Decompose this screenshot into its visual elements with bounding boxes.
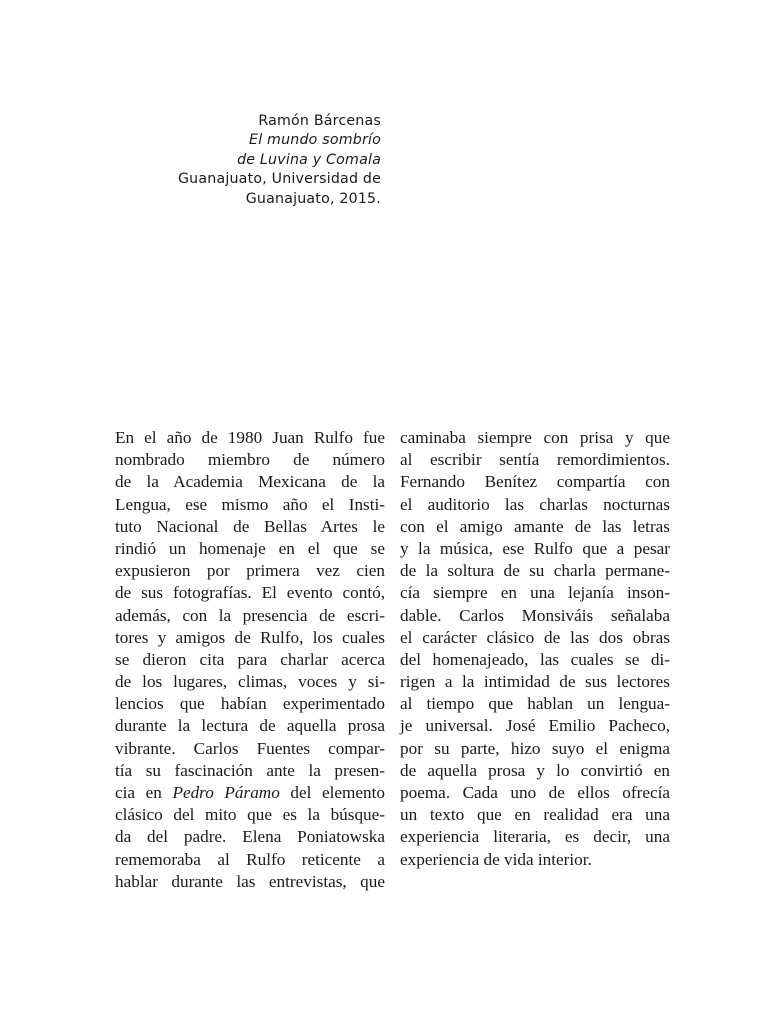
text-line: caminaba siempre con prisa y que [400, 428, 670, 447]
text-line: Lengua, ese mismo año el Insti- [115, 494, 385, 514]
text-line: je universal. José Emilio Pacheco, [400, 716, 670, 736]
text-segment: cia en [115, 783, 173, 802]
text-line: se dieron cita para charlar acerca [115, 649, 385, 669]
reference-title-line-1: El mundo sombrío [249, 132, 381, 149]
text-line: tores y amigos de Rulfo, los cuales [115, 627, 385, 647]
text-line: y la música, ese Rulfo que a pesar [400, 538, 670, 558]
text-line: poema. Cada uno de ellos ofrecía [400, 783, 670, 802]
text-line: al escribir sentía remordimientos. [400, 450, 670, 470]
book-title-italic: Pedro Páramo [172, 783, 280, 802]
text-line: de sus fotografías. El evento contó, [115, 583, 385, 603]
text-line: En el año de 1980 Juan Rulfo fue [115, 428, 385, 447]
text-line: experiencia de vida interior. [400, 849, 592, 869]
text-line [115, 782, 385, 804]
reference-author: Ramón Bárcenas [258, 113, 381, 129]
text-line: Fernando Benítez compartía con [400, 472, 670, 492]
reference-title-line-2: de Luvina y Comala [237, 151, 381, 168]
text-line: expusieron por primera vez cien [115, 561, 385, 581]
text-line: rigen a la intimidad de sus lectores [400, 672, 670, 692]
text-line: de aquella prosa y lo convirtió en [400, 760, 670, 780]
text-line: un texto que en realidad era una [400, 805, 670, 825]
text-line: clásico del mito que es la búsque- [115, 805, 385, 825]
body-text-left-column [115, 427, 385, 893]
text-line: además, con la presencia de escri- [115, 605, 385, 625]
text-line: dable. Carlos Monsiváis señalaba [400, 605, 670, 625]
text-line: del homenajeado, las cuales se di- [400, 649, 670, 669]
body-text-right-column [400, 427, 670, 871]
text-line: al tiempo que hablan un lengua- [400, 694, 670, 714]
text-line: de la Academia Mexicana de la [115, 472, 385, 492]
text-line: rememoraba al Rulfo reticente a [115, 849, 385, 869]
text-line: da del padre. Elena Poniatowska [115, 827, 385, 847]
text-line: con el amigo amante de las letras [400, 516, 670, 536]
reference-publisher-line-2: Guanajuato, 2015. [245, 190, 381, 207]
text-line: rindió un homenaje en el que se [115, 538, 385, 558]
text-line: tía su fascinación ante la presen- [115, 760, 385, 780]
text-line: lencios que habían experimentado [115, 694, 385, 714]
text-segment: del elemento [279, 783, 385, 802]
text-line: por su parte, hizo suyo el enigma [400, 738, 670, 758]
text-line: de los lugares, climas, voces y si- [115, 672, 385, 692]
reference-publisher-line-1: Guanajuato, Universidad de [177, 171, 381, 188]
text-line: el carácter clásico de las dos obras [400, 627, 670, 647]
text-line: el auditorio las charlas nocturnas [400, 494, 670, 514]
text-line: experiencia literaria, es decir, una [400, 827, 670, 847]
text-line: de la soltura de su charla permane- [400, 561, 670, 581]
text-line: nombrado miembro de número [115, 450, 385, 470]
text-line: durante la lectura de aquella prosa [115, 716, 385, 736]
text-line: vibrante. Carlos Fuentes compar- [115, 738, 385, 758]
text-line: tuto Nacional de Bellas Artes le [115, 516, 385, 536]
bibliographic-reference [110, 112, 381, 209]
text-line: hablar durante las entrevistas, que [115, 871, 385, 891]
text-line: cía siempre en una lejanía inson- [400, 583, 670, 603]
